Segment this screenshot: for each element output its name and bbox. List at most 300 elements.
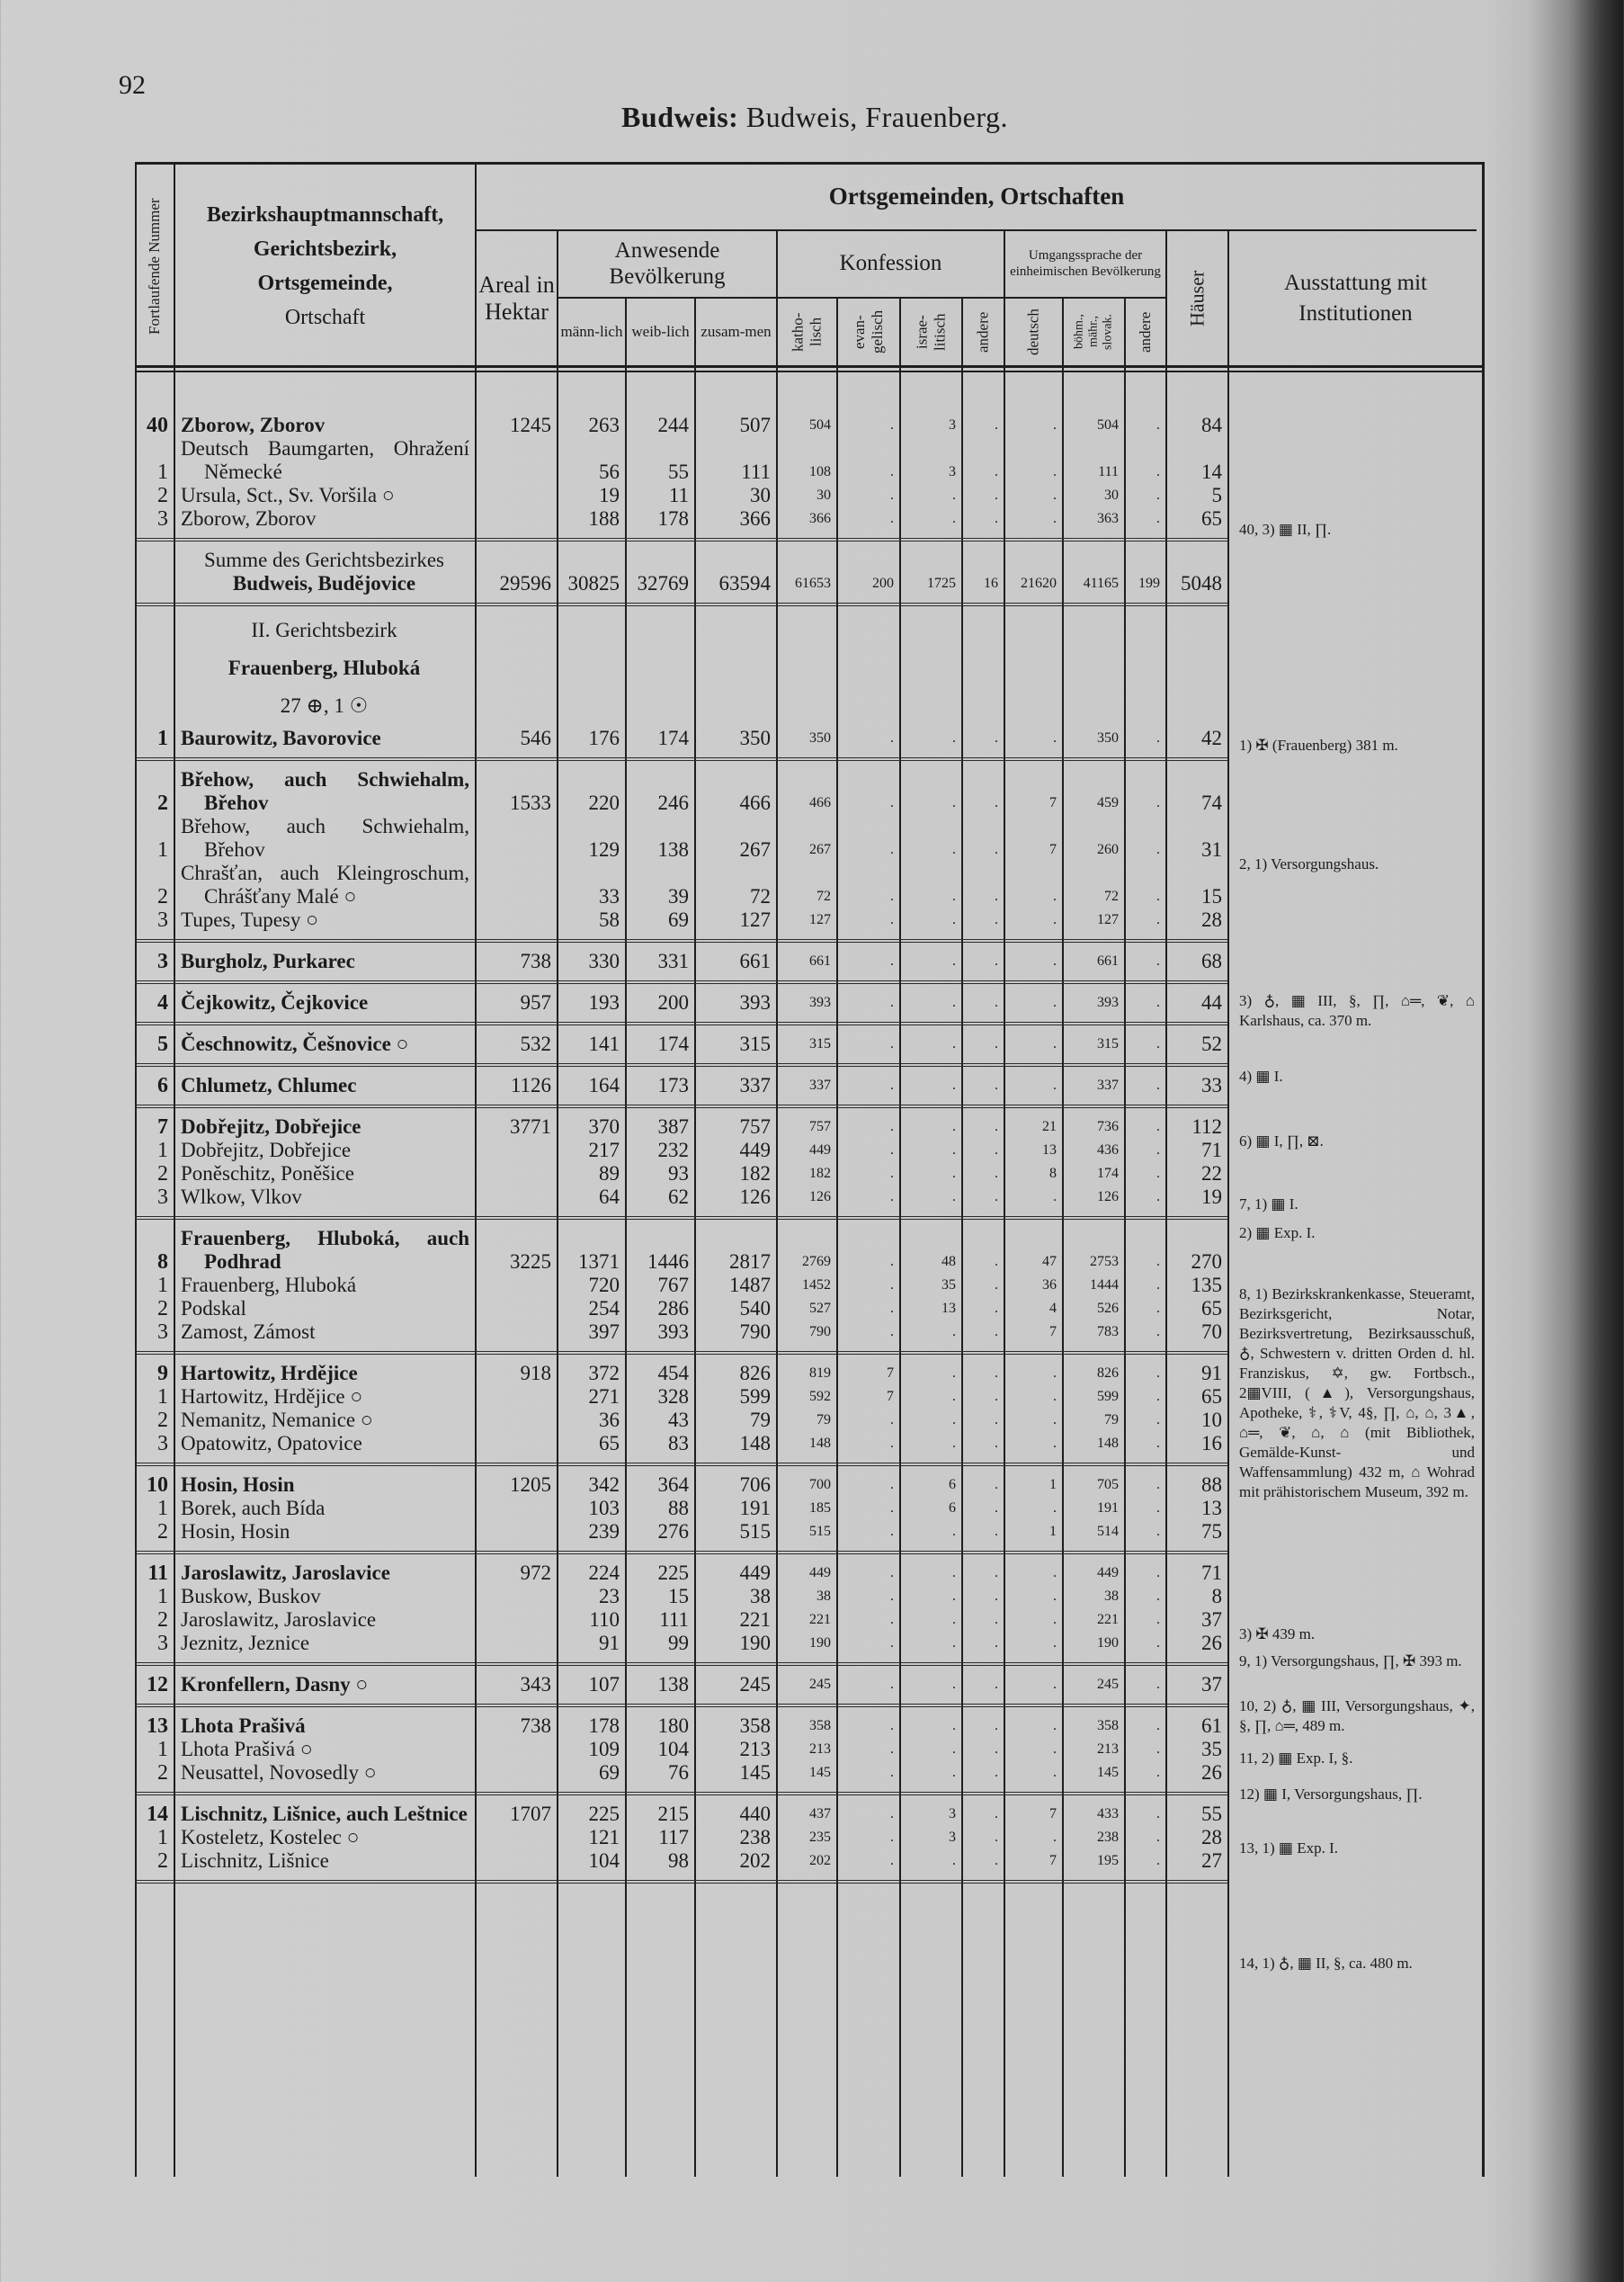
cell-lang-other: . xyxy=(1156,795,1160,810)
cell-lang-other: . xyxy=(1156,1365,1160,1381)
cell-male: 30825 xyxy=(567,572,620,595)
cell-male: 129 xyxy=(588,838,620,861)
cell-total: 267 xyxy=(739,838,771,861)
cell-german: . xyxy=(1053,1718,1057,1733)
cell-catholic: 245 xyxy=(809,1677,831,1692)
cell-german: 8 xyxy=(1049,1166,1057,1181)
cell-female: 99 xyxy=(668,1632,689,1654)
cell-israelite: . xyxy=(952,1635,956,1651)
cell-evangelical: . xyxy=(890,1830,894,1845)
table-row xyxy=(135,1297,1227,1320)
cell-conf-other: . xyxy=(995,1741,998,1757)
table-row xyxy=(135,1139,1227,1162)
header-houses: Häuser xyxy=(1185,270,1209,327)
cell-czech: 363 xyxy=(1097,511,1119,526)
cell-total: 238 xyxy=(739,1826,771,1848)
cell-israelite: 6 xyxy=(949,1500,956,1516)
cell-male: 33 xyxy=(599,885,620,908)
cell-czech: 174 xyxy=(1097,1166,1119,1181)
cell-evangelical: 7 xyxy=(887,1389,894,1404)
place-name: Břehow, auch Schwiehalm, Břehov xyxy=(181,815,469,861)
cell-catholic: 61653 xyxy=(795,576,831,591)
cell-german: 21620 xyxy=(1021,576,1057,591)
header-confession: Konfession xyxy=(839,251,942,276)
cell-evangelical: . xyxy=(890,1588,894,1604)
cell-israelite: . xyxy=(952,953,956,969)
table-row xyxy=(135,815,1227,862)
cell-israelite: 3 xyxy=(949,1830,956,1845)
cell-lang-other: . xyxy=(1156,953,1160,969)
place-name: Lischnitz, Lišnice xyxy=(181,1849,329,1872)
cell-lang-other: . xyxy=(1156,1477,1160,1492)
cell-catholic: 126 xyxy=(809,1189,831,1204)
cell-czech: 358 xyxy=(1097,1718,1119,1733)
cell-houses: 55 xyxy=(1201,1803,1222,1825)
cell-conf-other: . xyxy=(995,1166,998,1181)
cell-total: 515 xyxy=(739,1520,771,1543)
cell-czech: 41165 xyxy=(1083,576,1119,591)
cell-female: 178 xyxy=(657,507,689,530)
cell-catholic: 515 xyxy=(809,1524,831,1539)
place-name: Lhota Prašivá xyxy=(181,1714,306,1737)
cell-female: 69 xyxy=(668,908,689,931)
cell-female: 83 xyxy=(668,1432,689,1454)
cell-conf-other: . xyxy=(995,1412,998,1427)
cell-female: 246 xyxy=(657,792,689,814)
cell-lang-other: . xyxy=(1156,511,1160,526)
row-number: 4 xyxy=(157,991,168,1015)
cell-areal: 1707 xyxy=(510,1803,551,1825)
cell-total: 826 xyxy=(739,1362,771,1384)
cell-houses: 61 xyxy=(1201,1714,1222,1737)
cell-israelite: . xyxy=(952,995,956,1010)
place-name: Baurowitz, Bavorovice xyxy=(181,727,381,749)
cell-czech: 514 xyxy=(1097,1524,1119,1539)
cell-male: 58 xyxy=(599,908,620,931)
table-row xyxy=(135,1585,1227,1608)
cell-total: 245 xyxy=(739,1673,771,1696)
row-group xyxy=(135,1220,1227,1355)
cell-total: 599 xyxy=(739,1385,771,1408)
cell-lang-other: . xyxy=(1156,1500,1160,1516)
cell-israelite: . xyxy=(952,1612,956,1627)
cell-total: 191 xyxy=(739,1497,771,1519)
cell-catholic: 661 xyxy=(809,953,831,969)
cell-german: . xyxy=(1053,1500,1057,1516)
cell-male: 121 xyxy=(588,1826,620,1848)
cell-houses: 27 xyxy=(1201,1849,1222,1872)
cell-conf-other: . xyxy=(995,1612,998,1627)
cell-israelite: . xyxy=(952,1078,956,1093)
cell-evangelical: . xyxy=(890,1189,894,1204)
cell-israelite: . xyxy=(952,795,956,810)
table-row xyxy=(135,507,1227,531)
header-running-number: Fortlaufende Nummer xyxy=(146,198,163,335)
cell-areal: 1205 xyxy=(510,1473,551,1496)
cell-lang-other: . xyxy=(1156,1635,1160,1651)
row-group xyxy=(135,943,1227,984)
cell-catholic: 72 xyxy=(816,889,831,904)
cell-total: 1487 xyxy=(729,1274,771,1296)
cell-israelite: 3 xyxy=(949,464,956,479)
cell-female: 43 xyxy=(668,1409,689,1431)
row-number: 2 xyxy=(157,885,168,908)
cell-total: 440 xyxy=(739,1803,771,1825)
page-number: 92 xyxy=(119,70,146,100)
row-number: 1 xyxy=(157,1274,168,1297)
row-number: 3 xyxy=(157,950,168,973)
cell-female: 55 xyxy=(668,461,689,483)
equipment-note: 2, 1) Versorgungshaus. xyxy=(1239,855,1379,873)
cell-israelite: 3 xyxy=(949,417,956,433)
cell-german: . xyxy=(1053,1078,1057,1093)
equipment-note: 14, 1) ♁, ▦ II, §, ca. 480 m. xyxy=(1239,1955,1413,1972)
cell-conf-other: . xyxy=(995,995,998,1010)
cell-evangelical: . xyxy=(890,1436,894,1451)
cell-houses: 65 xyxy=(1201,1385,1222,1408)
cell-conf-other: . xyxy=(995,1189,998,1204)
cell-houses: 33 xyxy=(1201,1074,1222,1096)
cell-german: . xyxy=(1053,488,1057,503)
cell-conf-other: . xyxy=(995,1718,998,1733)
row-group xyxy=(135,606,1227,761)
cell-evangelical: . xyxy=(890,464,894,479)
header-male: männ-lich xyxy=(560,323,623,341)
cell-conf-other: . xyxy=(995,1277,998,1293)
cell-male: 110 xyxy=(589,1608,620,1631)
cell-houses: 15 xyxy=(1201,885,1222,908)
cell-evangelical: . xyxy=(890,795,894,810)
cell-czech: 436 xyxy=(1097,1142,1119,1158)
table-row-municipality xyxy=(135,1074,1227,1097)
cell-lang-other: . xyxy=(1156,1078,1160,1093)
cell-israelite: . xyxy=(952,511,956,526)
header-name-line: Ortschaft xyxy=(284,306,366,329)
table-body xyxy=(135,407,1227,1884)
cell-areal: 29596 xyxy=(499,572,551,595)
cell-conf-other: . xyxy=(995,795,998,810)
table-row xyxy=(135,1385,1227,1409)
cell-male: 89 xyxy=(599,1162,620,1185)
cell-female: 76 xyxy=(668,1761,689,1784)
cell-czech: 449 xyxy=(1097,1565,1119,1580)
place-name: Opatowitz, Opatovice xyxy=(181,1432,362,1454)
cell-german: 7 xyxy=(1049,1806,1057,1821)
cell-czech: 260 xyxy=(1097,842,1119,857)
cell-conf-other: . xyxy=(995,1677,998,1692)
equipment-note: 11, 2) ▦ Exp. I, §. xyxy=(1239,1750,1353,1767)
row-group xyxy=(135,1355,1227,1466)
cell-total: 540 xyxy=(739,1297,771,1320)
cell-total: 148 xyxy=(739,1432,771,1454)
row-number: 9 xyxy=(157,1362,168,1385)
cell-male: 193 xyxy=(588,991,620,1014)
cell-areal: 3771 xyxy=(510,1115,551,1138)
cell-israelite: . xyxy=(952,1389,956,1404)
cell-israelite: 3 xyxy=(949,1806,956,1821)
cell-israelite: . xyxy=(952,1412,956,1427)
cell-lang-other: . xyxy=(1156,1301,1160,1316)
cell-catholic: 190 xyxy=(809,1635,831,1651)
table-row-municipality xyxy=(135,1473,1227,1497)
cell-czech: 337 xyxy=(1097,1078,1119,1093)
row-number: 10 xyxy=(147,1473,168,1497)
row-group xyxy=(135,541,1227,606)
place-name: Čejkowitz, Čejkovice xyxy=(181,991,369,1014)
place-name: Tupes, Tupesy ○ xyxy=(181,908,319,931)
cell-male: 1371 xyxy=(578,1250,620,1273)
cell-male: 164 xyxy=(588,1074,620,1096)
cell-catholic: 1452 xyxy=(802,1277,831,1293)
place-name: Budweis, Budějovice xyxy=(232,572,416,595)
row-group xyxy=(135,1067,1227,1108)
table-row xyxy=(135,1761,1227,1785)
cell-israelite: . xyxy=(952,730,956,746)
row-number: 7 xyxy=(157,1115,168,1139)
row-number: 1 xyxy=(157,1497,168,1520)
cell-houses: 112 xyxy=(1191,1115,1222,1138)
cell-catholic: 148 xyxy=(809,1436,831,1451)
cell-israelite: . xyxy=(952,1365,956,1381)
cell-czech: 245 xyxy=(1097,1677,1119,1692)
cell-czech: 38 xyxy=(1104,1588,1119,1604)
place-name: Chlumetz, Chlumec xyxy=(181,1074,357,1096)
cell-israelite: . xyxy=(952,1765,956,1780)
cell-male: 239 xyxy=(588,1520,620,1543)
cell-total: 366 xyxy=(739,507,771,530)
cell-israelite: . xyxy=(952,1718,956,1733)
cell-houses: 5048 xyxy=(1181,572,1222,595)
cell-german: . xyxy=(1053,464,1057,479)
table-row xyxy=(135,1432,1227,1455)
cell-conf-other: . xyxy=(995,1477,998,1492)
equipment-note: 3) ♁, ▦ III, §, ∏, ⌂═, ❦, ⌂ Karlshaus, ca. 370 m. xyxy=(1239,992,1475,1029)
equipment-note: 13, 1) ▦ Exp. I. xyxy=(1239,1839,1339,1857)
cell-total: 126 xyxy=(739,1186,771,1208)
cell-german: . xyxy=(1053,1036,1057,1052)
cell-evangelical: . xyxy=(890,1500,894,1516)
cell-czech: 826 xyxy=(1097,1365,1119,1381)
cell-catholic: 527 xyxy=(809,1301,831,1316)
cell-male: 36 xyxy=(599,1409,620,1431)
cell-catholic: 393 xyxy=(809,995,831,1010)
equipment-note: 1) ✠ (Frauenberg) 381 m. xyxy=(1239,737,1398,754)
table-row xyxy=(135,1826,1227,1849)
place-name: Wlkow, Vlkov xyxy=(181,1186,302,1208)
cell-israelite: 48 xyxy=(941,1254,956,1269)
cell-male: 225 xyxy=(588,1803,620,1825)
table-row-municipality xyxy=(135,1227,1227,1274)
row-group xyxy=(135,1108,1227,1220)
cell-catholic: 504 xyxy=(809,417,831,433)
cell-total: 63594 xyxy=(718,572,771,595)
cell-german: . xyxy=(1053,730,1057,746)
cell-lang-other: 199 xyxy=(1138,576,1160,591)
cell-catholic: 337 xyxy=(809,1078,831,1093)
cell-german: . xyxy=(1053,1677,1057,1692)
cell-catholic: 757 xyxy=(809,1119,831,1134)
place-name: Deutsch Baumgarten, Ohražení Německé xyxy=(181,437,469,483)
cell-female: 364 xyxy=(657,1473,689,1496)
cell-czech: 783 xyxy=(1097,1324,1119,1339)
cell-conf-other: . xyxy=(995,1301,998,1316)
cell-male: 263 xyxy=(588,414,620,436)
cell-houses: 8 xyxy=(1211,1585,1222,1607)
row-number: 11 xyxy=(147,1562,168,1585)
cell-conf-other: . xyxy=(995,912,998,927)
cell-houses: 42 xyxy=(1201,727,1222,749)
cell-female: 331 xyxy=(657,950,689,972)
cell-german: . xyxy=(1053,1565,1057,1580)
cell-female: 39 xyxy=(668,885,689,908)
cell-evangelical: . xyxy=(890,417,894,433)
cell-lang-other: . xyxy=(1156,1524,1160,1539)
cell-german: . xyxy=(1053,1635,1057,1651)
table-row xyxy=(135,484,1227,507)
cell-catholic: 790 xyxy=(809,1324,831,1339)
cell-israelite: 1725 xyxy=(927,576,956,591)
cell-evangelical: . xyxy=(890,1635,894,1651)
cell-czech: 127 xyxy=(1097,912,1119,927)
cell-czech: 1444 xyxy=(1090,1277,1119,1293)
cell-lang-other: . xyxy=(1156,1677,1160,1692)
cell-catholic: 182 xyxy=(809,1166,831,1181)
cell-german: 7 xyxy=(1049,842,1057,857)
cell-israelite: . xyxy=(952,1119,956,1134)
cell-female: 328 xyxy=(657,1385,689,1408)
cell-conf-other: . xyxy=(995,1806,998,1821)
cell-german: . xyxy=(1053,1765,1057,1780)
place-name: Lhota Prašivá ○ xyxy=(181,1738,313,1760)
cell-areal: 738 xyxy=(520,1714,551,1737)
row-number: 6 xyxy=(157,1074,168,1097)
table-row-municipality xyxy=(135,651,1227,689)
place-name: Dobřejitz, Dobřejice xyxy=(181,1115,361,1138)
cell-evangelical: . xyxy=(890,1806,894,1821)
cell-czech: 526 xyxy=(1097,1301,1119,1316)
cell-male: 224 xyxy=(588,1562,620,1584)
cell-areal: 343 xyxy=(520,1673,551,1696)
cell-evangelical: . xyxy=(890,889,894,904)
row-group xyxy=(135,1554,1227,1666)
place-name: Česchnowitz, Češnovice ○ xyxy=(181,1033,409,1055)
cell-houses: 26 xyxy=(1201,1632,1222,1654)
cell-female: 244 xyxy=(657,414,689,436)
cell-evangelical: 7 xyxy=(887,1365,894,1381)
cell-male: 178 xyxy=(588,1714,620,1737)
cell-evangelical: . xyxy=(890,1301,894,1316)
header-population: Anwesende Bevölkerung xyxy=(609,237,726,289)
cell-total: 790 xyxy=(739,1320,771,1343)
cell-german: . xyxy=(1053,511,1057,526)
cell-houses: 16 xyxy=(1201,1432,1222,1454)
table-row xyxy=(135,1849,1227,1873)
cell-areal: 546 xyxy=(520,727,551,749)
equipment-note: 10, 2) ♁, ▦ III, Versorgungshaus, ✦, §, ∏, ⌂═, 489 m. xyxy=(1239,1697,1475,1734)
table-row-municipality xyxy=(135,768,1227,815)
cell-houses: 52 xyxy=(1201,1033,1222,1055)
cell-evangelical: . xyxy=(890,511,894,526)
cell-houses: 91 xyxy=(1201,1362,1222,1384)
header-conf-other: andere xyxy=(974,311,992,353)
cell-male: 176 xyxy=(588,727,620,749)
cell-israelite: . xyxy=(952,1853,956,1868)
row-number: 3 xyxy=(157,1632,168,1655)
cell-lang-other: . xyxy=(1156,1166,1160,1181)
cell-czech: 111 xyxy=(1098,464,1119,479)
cell-total: 706 xyxy=(739,1473,771,1496)
cell-lang-other: . xyxy=(1156,1324,1160,1339)
header-lang-other: andere xyxy=(1137,311,1154,353)
cell-conf-other: . xyxy=(995,1254,998,1269)
cell-german: 4 xyxy=(1049,1301,1057,1316)
cell-czech: 195 xyxy=(1097,1853,1119,1868)
cell-female: 767 xyxy=(657,1274,689,1296)
cell-evangelical: . xyxy=(890,1277,894,1293)
cell-total: 350 xyxy=(739,727,771,749)
place-name: Nemanitz, Nemanice ○ xyxy=(181,1409,373,1431)
cell-houses: 10 xyxy=(1201,1409,1222,1431)
cell-lang-other: . xyxy=(1156,1741,1160,1757)
place-name: Poněschitz, Poněšice xyxy=(181,1162,354,1185)
cell-male: 254 xyxy=(588,1297,620,1320)
row-number: 1 xyxy=(157,1139,168,1162)
cell-israelite: . xyxy=(952,1677,956,1692)
header-name-line: Ortsgemeinde, xyxy=(257,272,393,295)
cell-female: 174 xyxy=(657,1033,689,1055)
cell-evangelical: . xyxy=(890,1565,894,1580)
equipment-note: 2) ▦ Exp. I. xyxy=(1239,1224,1316,1241)
row-number: 1 xyxy=(157,838,168,862)
cell-female: 387 xyxy=(657,1115,689,1138)
row-number: 3 xyxy=(157,1432,168,1455)
cell-evangelical: . xyxy=(890,842,894,857)
cell-conf-other: . xyxy=(995,1565,998,1580)
header-female: weib-lich xyxy=(631,323,690,341)
cell-israelite: . xyxy=(952,1324,956,1339)
cell-german: 7 xyxy=(1049,1853,1057,1868)
cell-houses: 74 xyxy=(1201,792,1222,814)
row-number: 14 xyxy=(147,1803,168,1826)
cell-male: 109 xyxy=(588,1738,620,1760)
cell-czech: 2753 xyxy=(1090,1254,1119,1269)
header-evangelical: evan-gelisch xyxy=(851,309,886,354)
cell-czech: 504 xyxy=(1097,417,1119,433)
cell-czech: 238 xyxy=(1097,1830,1119,1845)
cell-catholic: 366 xyxy=(809,511,831,526)
table-row-municipality xyxy=(135,950,1227,973)
cell-female: 111 xyxy=(659,1608,689,1631)
cell-german: . xyxy=(1053,417,1057,433)
place-name: Jaroslawitz, Jaroslavice xyxy=(181,1608,377,1631)
cell-total: 358 xyxy=(739,1714,771,1737)
cell-areal: 1245 xyxy=(510,414,551,436)
cell-czech: 79 xyxy=(1104,1412,1119,1427)
cell-evangelical: . xyxy=(890,1078,894,1093)
cell-german: 7 xyxy=(1049,795,1057,810)
cell-male: 103 xyxy=(588,1497,620,1519)
page-title-rest: Budweis, Frauenberg. xyxy=(738,101,1008,133)
cell-conf-other: . xyxy=(995,1853,998,1868)
place-name: Summe des Gerichtsbezirkes xyxy=(204,549,444,571)
cell-female: 1446 xyxy=(647,1250,689,1273)
place-name: Hosin, Hosin xyxy=(181,1520,290,1543)
cell-total: 337 xyxy=(739,1074,771,1096)
cell-areal: 918 xyxy=(520,1362,551,1384)
table-row-municipality xyxy=(135,1362,1227,1385)
cell-czech: 393 xyxy=(1097,995,1119,1010)
cell-conf-other: . xyxy=(995,1436,998,1451)
